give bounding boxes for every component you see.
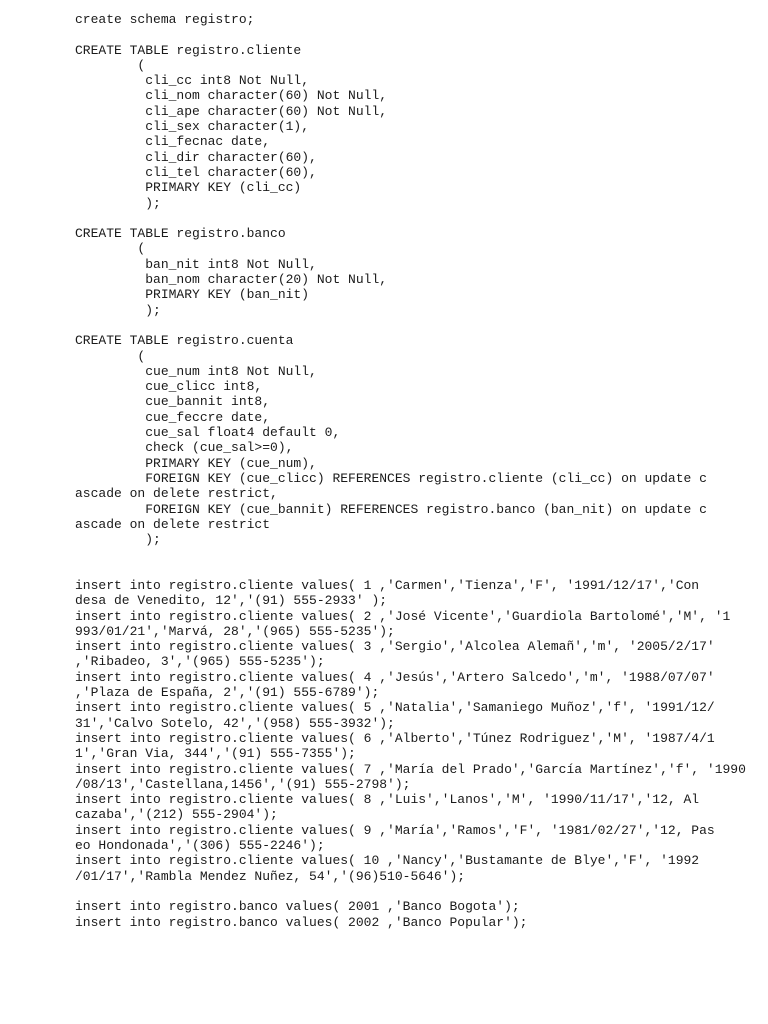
document-page <box>75 12 755 930</box>
code-line: insert into registro.cliente values( 3 ,'Sergio','Alcolea Alemañ','m', '2005/2/17' <box>75 639 715 655</box>
code-line: insert into registro.cliente values( 9 ,'María','Ramos','F', '1981/02/27','12, Pas <box>75 822 715 838</box>
code-line: eo Hondonada','(306) 555-2246'); <box>75 838 325 854</box>
code-line: ,'Plaza de España, 2','(91) 555-6789'); <box>75 685 380 701</box>
code-line: cli_fecnac date, <box>75 134 271 150</box>
blank-line <box>75 27 755 42</box>
code-line: insert into registro.cliente values( 5 ,'Natalia','Samaniego Muñoz','f', '1991/12/ <box>75 700 715 716</box>
code-line: insert into registro.banco values( 2001 ,'Banco Bogota'); <box>75 899 520 915</box>
code-line: cue_bannit int8, <box>75 394 271 410</box>
code-line: check (cue_sal>=0), <box>75 440 294 456</box>
code-line: 1','Gran Via, 344','(91) 555-7355'); <box>75 746 356 762</box>
blank-line <box>75 547 755 562</box>
code-line: PRIMARY KEY (ban_nit) <box>75 287 310 303</box>
code-line: cue_sal float4 default 0, <box>75 425 341 441</box>
code-line: cli_tel character(60), <box>75 164 317 180</box>
code-line: PRIMARY KEY (cue_num), <box>75 455 317 471</box>
code-line: /08/13','Castellana,1456','(91) 555-2798'); <box>75 776 411 792</box>
code-line: ); <box>75 532 161 548</box>
code-line: cli_dir character(60), <box>75 149 317 165</box>
code-line: create schema registro; <box>75 12 255 27</box>
code-line: CREATE TABLE registro.cuenta <box>75 333 294 349</box>
code-line: ); <box>75 195 161 211</box>
blank-line <box>75 318 755 333</box>
code-line: cue_num int8 Not Null, <box>75 363 317 379</box>
code-line: ); <box>75 302 161 318</box>
code-line: FOREIGN KEY (cue_clicc) REFERENCES registro.cliente (cli_cc) on update c <box>75 470 707 486</box>
code-line: insert into registro.cliente values( 4 ,'Jesús','Artero Salcedo','m', '1988/07/07' <box>75 669 715 685</box>
code-line: ( <box>75 57 146 73</box>
code-line: cue_feccre date, <box>75 409 271 425</box>
code-line: cli_sex character(1), <box>75 119 310 135</box>
code-line: insert into registro.cliente values( 1 ,'Carmen','Tienza','F', '1991/12/17','Con <box>75 577 700 593</box>
code-line: 31','Calvo Sotelo, 42','(958) 555-3932'); <box>75 715 395 731</box>
code-line: ( <box>75 241 146 257</box>
blank-line <box>75 563 755 578</box>
code-line: insert into registro.cliente values( 8 ,'Luis','Lanos','M', '1990/11/17','12, Al <box>75 792 700 808</box>
code-line: ban_nom character(20) Not Null, <box>75 272 388 288</box>
blank-line <box>75 211 755 226</box>
code-line: insert into registro.banco values( 2002 ,'Banco Popular'); <box>75 914 528 930</box>
code-line: ,'Ribadeo, 3','(965) 555-5235'); <box>75 654 325 670</box>
code-line: CREATE TABLE registro.cliente <box>75 42 302 58</box>
code-line: 993/01/21','Marvá, 28','(965) 555-5235'); <box>75 623 395 639</box>
code-line: insert into registro.cliente values( 7 ,'María del Prado','García Martínez','f', '1990 <box>75 761 746 777</box>
code-line: /01/17','Rambla Mendez Nuñez, 54','(96)510-5646'); <box>75 868 466 884</box>
code-line: cli_cc int8 Not Null, <box>75 73 310 89</box>
code-line: CREATE TABLE registro.banco <box>75 226 286 242</box>
code-line: insert into registro.cliente values( 6 ,'Alberto','Túnez Rodriguez','M', '1987/4/1 <box>75 730 715 746</box>
code-line: ascade on delete restrict <box>75 516 271 532</box>
code-line: ( <box>75 348 146 364</box>
code-line: insert into registro.cliente values( 10 ,'Nancy','Bustamante de Blye','F', '1992 <box>75 853 700 869</box>
code-line: cue_clicc int8, <box>75 379 263 395</box>
code-line: PRIMARY KEY (cli_cc) <box>75 180 302 196</box>
blank-line <box>75 884 755 899</box>
code-line: desa de Venedito, 12','(91) 555-2933' ); <box>75 593 388 609</box>
code-line: ban_nit int8 Not Null, <box>75 256 317 272</box>
code-line: FOREIGN KEY (cue_bannit) REFERENCES registro.banco (ban_nit) on update c <box>75 501 707 517</box>
code-line: insert into registro.cliente values( 2 ,'José Vicente','Guardiola Bartolomé','M', '1 <box>75 608 731 624</box>
code-line: cli_nom character(60) Not Null, <box>75 88 388 104</box>
code-line: cli_ape character(60) Not Null, <box>75 103 388 119</box>
code-line: ascade on delete restrict, <box>75 486 278 502</box>
code-line: cazaba','(212) 555-2904'); <box>75 807 278 823</box>
